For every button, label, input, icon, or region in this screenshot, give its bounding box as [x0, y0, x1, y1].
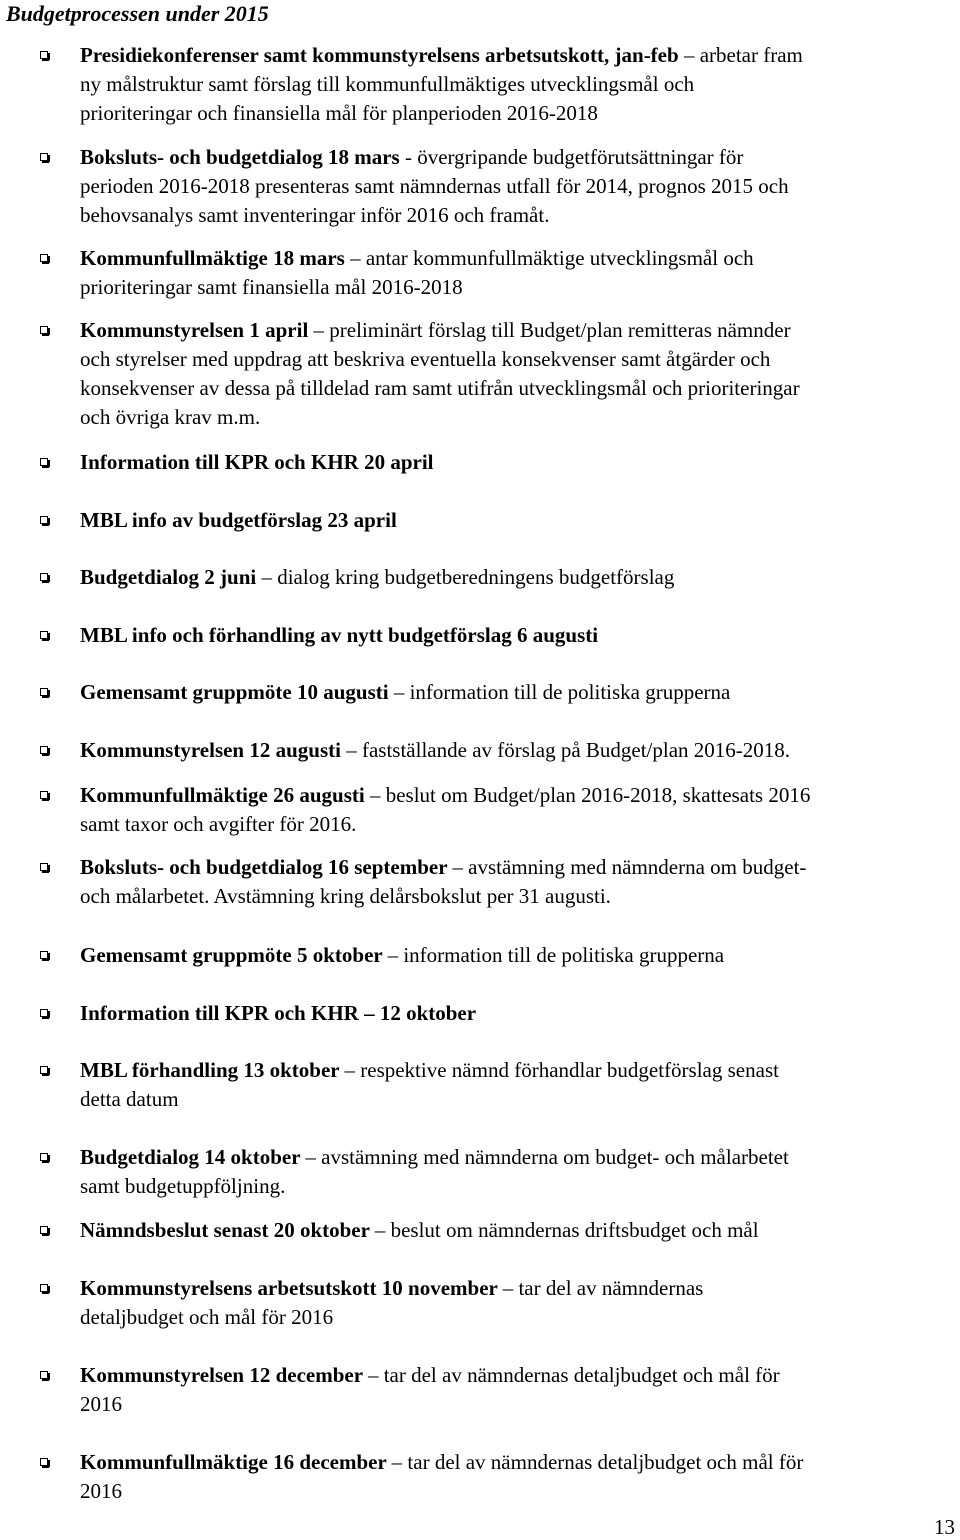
text-segment: perioden 2016-2018 presenteras samt nämndernas utfall för 2014, prognos 2015 och: [80, 174, 789, 198]
text-line: [80, 736, 960, 765]
text-line: [80, 448, 960, 477]
text-line: [80, 621, 960, 650]
text-segment: – fastställande av förslag på Budget/plan 2016-2018.: [346, 738, 791, 762]
text-segment: och målarbetet. Avstämning kring delårsbokslut per 31 augusti.: [80, 884, 611, 908]
text-line: [80, 506, 960, 535]
list-item-text: [80, 244, 960, 302]
text-segment: – beslut om nämndernas driftsbudget och mål: [374, 1218, 759, 1242]
checkbox-square-icon: [40, 631, 48, 639]
text-segment: – arbetar fram: [683, 43, 803, 67]
text-segment: – dialog kring budgetberedningens budgetförslag: [261, 565, 675, 589]
checkbox-square-icon: [40, 1153, 48, 1161]
text-segment: – tar del av nämndernas detaljbudget och mål för: [367, 1363, 780, 1387]
list-item-text: [80, 1216, 960, 1245]
list-item-text: [80, 1143, 960, 1201]
bold-segment: Kommunfullmäktige 26 augusti: [80, 783, 370, 807]
text-segment: – avstämning med nämnderna om budget- och målarbetet: [305, 1145, 789, 1169]
checkbox-square-icon: [40, 1371, 48, 1379]
list-item-text: [80, 1361, 960, 1419]
text-line: [80, 781, 960, 810]
list-item-text: [80, 781, 960, 839]
checkbox-square-icon: [40, 254, 48, 262]
list-item-text: [80, 1056, 960, 1114]
text-segment: samt taxor och avgifter för 2016.: [80, 812, 357, 836]
text-segment: och styrelser med uppdrag att beskriva eventuella konsekvenser samt åtgärder och: [80, 347, 771, 371]
bold-segment: Kommunstyrelsen 12 december: [80, 1363, 368, 1387]
text-segment: – tar del av nämndernas detaljbudget och mål för: [391, 1450, 804, 1474]
text-segment: – information till de politiska grupperna: [393, 680, 731, 704]
text-segment: samt budgetuppföljning.: [80, 1174, 286, 1198]
bold-segment: Information till KPR och KHR – 12 oktober: [80, 1001, 477, 1025]
text-line: [80, 41, 960, 70]
text-segment: 2016: [80, 1392, 122, 1416]
text-segment: 2016: [80, 1479, 122, 1503]
checkbox-square-icon: [40, 1458, 48, 1466]
bold-segment: Kommunstyrelsens arbetsutskott 10 november: [80, 1276, 503, 1300]
text-segment: detta datum: [80, 1087, 179, 1111]
text-line: [80, 1216, 960, 1245]
text-line: [80, 172, 960, 201]
bold-segment: Nämndsbeslut senast 20 oktober: [80, 1218, 375, 1242]
checkbox-square-icon: [40, 746, 48, 754]
page-number: 13: [934, 1515, 955, 1539]
text-line: [80, 1143, 960, 1172]
checkbox-square-icon: [40, 863, 48, 871]
bold-segment: Kommunfullmäktige 16 december: [80, 1450, 392, 1474]
bold-segment: Gemensamt gruppmöte 5 oktober: [80, 943, 388, 967]
text-line: [80, 345, 960, 374]
list-item-text: [80, 143, 960, 230]
text-line: [80, 999, 960, 1028]
text-segment: – information till de politiska grupperna: [387, 943, 725, 967]
text-line: [80, 941, 960, 970]
list-item-text: [80, 448, 960, 477]
text-segment: detaljbudget och mål för 2016: [80, 1305, 334, 1329]
list-item-text: [80, 678, 960, 707]
bold-segment: Gemensamt gruppmöte 10 augusti: [80, 680, 394, 704]
list-item-text: [80, 506, 960, 535]
text-segment: prioriteringar samt finansiella mål 2016-2018: [80, 275, 463, 299]
text-segment: – tar del av nämndernas: [502, 1276, 704, 1300]
text-line: [80, 1390, 960, 1419]
list-item-text: [80, 1448, 960, 1506]
checkbox-square-icon: [40, 1009, 48, 1017]
checkbox-square-icon: [40, 51, 48, 59]
checkbox-square-icon: [40, 458, 48, 466]
bold-segment: MBL förhandling 13 oktober: [80, 1058, 345, 1082]
checkbox-square-icon: [40, 573, 48, 581]
list-item-text: [80, 563, 960, 592]
text-line: [80, 201, 960, 230]
text-line: [80, 1274, 960, 1303]
text-line: [80, 1172, 960, 1201]
text-line: [80, 273, 960, 302]
bold-segment: Budgetdialog 14 oktober: [80, 1145, 306, 1169]
checkbox-square-icon: [40, 1284, 48, 1292]
text-segment: – avstämning med nämnderna om budget-: [452, 855, 807, 879]
text-line: [80, 244, 960, 273]
list-item-text: [80, 999, 960, 1028]
text-line: [80, 563, 960, 592]
text-segment: – respektive nämnd förhandlar budgetförslag senast: [344, 1058, 779, 1082]
bold-segment: Boksluts- och budgetdialog 18 mars: [80, 145, 405, 169]
bold-segment: Presidiekonferenser samt kommunstyrelsens arbetsutskott, jan-feb: [80, 43, 684, 67]
text-segment: behovsanalys samt inventeringar inför 2016 och framåt.: [80, 203, 550, 227]
text-line: [80, 99, 960, 128]
text-segment: – preliminärt förslag till Budget/plan remitteras nämnder: [313, 318, 791, 342]
text-line: [80, 70, 960, 99]
bold-segment: Budgetdialog 2 juni: [80, 565, 262, 589]
list-item-text: [80, 316, 960, 432]
bold-segment: Information till KPR och KHR 20 april: [80, 450, 434, 474]
text-line: [80, 1303, 960, 1332]
bold-segment: MBL info och förhandling av nytt budgetförslag 6 augusti: [80, 623, 599, 647]
text-line: [80, 1448, 960, 1477]
text-segment: konsekvenser av dessa på tilldelad ram samt utifrån utvecklingsmål och prioriteringar: [80, 376, 800, 400]
checkbox-square-icon: [40, 951, 48, 959]
text-segment: – beslut om Budget/plan 2016-2018, skattesats 2016: [369, 783, 811, 807]
checkbox-square-icon: [40, 1226, 48, 1234]
page-heading: Budgetprocessen under 2015: [6, 1, 269, 26]
text-line: [80, 143, 960, 172]
list-item-text: [80, 941, 960, 970]
bold-segment: Kommunfullmäktige 18 mars: [80, 246, 351, 270]
text-segment: ny målstruktur samt förslag till kommunfullmäktiges utvecklingsmål och: [80, 72, 695, 96]
text-line: [80, 403, 960, 432]
text-line: [80, 1085, 960, 1114]
checkbox-square-icon: [40, 791, 48, 799]
checkbox-square-icon: [40, 516, 48, 524]
list-item-text: [80, 621, 960, 650]
bold-segment: Boksluts- och budgetdialog 16 september: [80, 855, 453, 879]
list-item-text: [80, 1274, 960, 1332]
text-segment: - övergripande budgetförutsättningar för: [404, 145, 744, 169]
checkbox-square-icon: [40, 688, 48, 696]
text-segment: prioriteringar och finansiella mål för planperioden 2016-2018: [80, 101, 598, 125]
text-segment: och övriga krav m.m.: [80, 405, 261, 429]
list-item-text: [80, 853, 960, 911]
bold-segment: MBL info av budgetförslag 23 april: [80, 508, 397, 532]
text-line: [80, 374, 960, 403]
checkbox-square-icon: [40, 153, 48, 161]
list-item-text: [80, 41, 960, 128]
bold-segment: Kommunstyrelsen 12 augusti: [80, 738, 347, 762]
checkbox-square-icon: [40, 1066, 48, 1074]
text-line: [80, 678, 960, 707]
text-line: [80, 1361, 960, 1390]
text-line: [80, 1477, 960, 1506]
text-line: [80, 1056, 960, 1085]
text-line: [80, 882, 960, 911]
text-line: [80, 316, 960, 345]
text-line: [80, 853, 960, 882]
text-line: [80, 810, 960, 839]
list-item-text: [80, 736, 960, 765]
checkbox-square-icon: [40, 326, 48, 334]
bold-segment: Kommunstyrelsen 1 april: [80, 318, 314, 342]
text-segment: – antar kommunfullmäktige utvecklingsmål och: [350, 246, 754, 270]
